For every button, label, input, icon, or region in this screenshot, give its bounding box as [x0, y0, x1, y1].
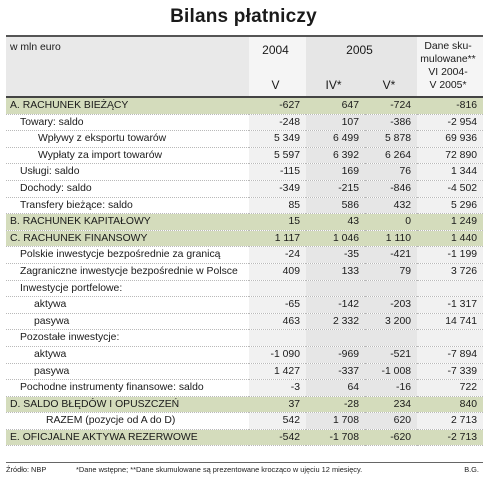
- cell-v2005: -386: [365, 114, 417, 131]
- cell-v2004: [249, 330, 306, 347]
- cell-iv2005: 43: [306, 214, 365, 231]
- cell-v2004: 5 597: [249, 147, 306, 164]
- cell-iv2005: 169: [306, 164, 365, 181]
- table-row: [6, 247, 483, 264]
- cell-v2004: 1 427: [249, 363, 306, 380]
- table-row: [6, 114, 483, 131]
- header-row-periods: [6, 66, 483, 97]
- cell-iv2005: -142: [306, 297, 365, 314]
- cell-v2004: -248: [249, 114, 306, 131]
- row-label: B. RACHUNEK KAPITAŁOWY: [6, 214, 249, 231]
- cell-v2005: 76: [365, 164, 417, 181]
- row-label: E. OFICJALNE AKTYWA REZERWOWE: [6, 429, 249, 446]
- cell-v2004: [249, 280, 306, 297]
- cell-cumulative: 3 726: [417, 263, 483, 280]
- table-row: [6, 396, 483, 413]
- cell-v2005: [365, 280, 417, 297]
- cell-v2005: -16: [365, 380, 417, 397]
- cell-v2004: 15: [249, 214, 306, 231]
- cell-v2005: -203: [365, 297, 417, 314]
- row-label: Towary: saldo: [6, 114, 249, 131]
- cell-cumulative: 1 344: [417, 164, 483, 181]
- table-row: [6, 197, 483, 214]
- cell-v2004: 409: [249, 263, 306, 280]
- row-label: D. SALDO BŁĘDÓW I OPUSZCZEŃ: [6, 396, 249, 413]
- cell-iv2005: 6 392: [306, 147, 365, 164]
- cell-iv2005: [306, 330, 365, 347]
- unit-label-filler: [6, 66, 249, 97]
- cell-iv2005: 1 046: [306, 230, 365, 247]
- table-row: [6, 214, 483, 231]
- cell-v2005: 6 264: [365, 147, 417, 164]
- unit-label: w mln euro: [6, 37, 249, 66]
- cell-v2005: 432: [365, 197, 417, 214]
- cumulative-header-line2: mulowane**: [420, 54, 476, 65]
- row-label: Pochodne instrumenty finansowe: saldo: [6, 380, 249, 397]
- cell-v2005: -1 008: [365, 363, 417, 380]
- cell-cumulative: 840: [417, 396, 483, 413]
- period-v-2004: V: [249, 66, 306, 97]
- cell-v2004: 1 117: [249, 230, 306, 247]
- row-label: aktywa: [6, 346, 249, 363]
- table-row: [6, 363, 483, 380]
- cumulative-range-line1: VI 2004-: [428, 67, 468, 78]
- cell-cumulative: -1 317: [417, 297, 483, 314]
- cell-v2005: -846: [365, 180, 417, 197]
- row-label: Transfery bieżące: saldo: [6, 197, 249, 214]
- cell-v2004: 463: [249, 313, 306, 330]
- table-row: [6, 164, 483, 181]
- cell-iv2005: -215: [306, 180, 365, 197]
- row-label: Inwestycje portfelowe:: [6, 280, 249, 297]
- cell-v2005: 0: [365, 214, 417, 231]
- table-row: [6, 413, 483, 430]
- header-row-years: [6, 37, 483, 66]
- cell-v2005: 620: [365, 413, 417, 430]
- cell-v2004: -542: [249, 429, 306, 446]
- cell-iv2005: 586: [306, 197, 365, 214]
- cell-iv2005: -337: [306, 363, 365, 380]
- table-row: [6, 147, 483, 164]
- cell-v2004: -627: [249, 97, 306, 114]
- table-row: [6, 429, 483, 446]
- cell-v2004: -115: [249, 164, 306, 181]
- table-row: [6, 297, 483, 314]
- cell-iv2005: 1 708: [306, 413, 365, 430]
- table-row: [6, 380, 483, 397]
- row-label: aktywa: [6, 297, 249, 314]
- row-label: RAZEM (pozycje od A do D): [6, 413, 249, 430]
- cell-v2004: 542: [249, 413, 306, 430]
- bottom-rule: [6, 462, 483, 463]
- cell-cumulative: -7 894: [417, 346, 483, 363]
- row-label: Wpływy z eksportu towarów: [6, 131, 249, 148]
- author-initials: B.G.: [464, 465, 479, 474]
- cell-v2004: -1 090: [249, 346, 306, 363]
- cell-cumulative: 69 936: [417, 131, 483, 148]
- cell-v2005: -421: [365, 247, 417, 264]
- row-label: Zagraniczne inwestycje bezpośrednie w Polsce: [6, 263, 249, 280]
- table-row: [6, 97, 483, 114]
- row-label: Polskie inwestycje bezpośrednie za granicą: [6, 247, 249, 264]
- cell-v2004: -3: [249, 380, 306, 397]
- row-label: C. RACHUNEK FINANSOWY: [6, 230, 249, 247]
- year-2005-header: 2005: [306, 37, 417, 66]
- cell-iv2005: 2 332: [306, 313, 365, 330]
- cell-iv2005: 107: [306, 114, 365, 131]
- table-row: [6, 330, 483, 347]
- cell-cumulative: [417, 280, 483, 297]
- table-title: Bilans płatniczy: [170, 6, 317, 27]
- cell-cumulative: 1 249: [417, 214, 483, 231]
- cell-iv2005: -969: [306, 346, 365, 363]
- cell-cumulative: 722: [417, 380, 483, 397]
- cumulative-header: [417, 37, 483, 66]
- cell-iv2005: 64: [306, 380, 365, 397]
- cell-v2005: -620: [365, 429, 417, 446]
- cumulative-header-line1: Dane sku-: [424, 41, 472, 52]
- table-row: [6, 230, 483, 247]
- cell-iv2005: -28: [306, 396, 365, 413]
- cell-iv2005: -1 708: [306, 429, 365, 446]
- source-note: Źródło: NBP: [6, 465, 47, 474]
- cell-iv2005: 647: [306, 97, 365, 114]
- cell-v2004: 5 349: [249, 131, 306, 148]
- table-row: [6, 346, 483, 363]
- cell-iv2005: [306, 280, 365, 297]
- cumulative-range-line2: V 2005*: [429, 80, 467, 91]
- cell-cumulative: -2 954: [417, 114, 483, 131]
- year-2004-header: 2004: [249, 37, 306, 66]
- row-label: Wypłaty za import towarów: [6, 147, 249, 164]
- cell-v2005: -724: [365, 97, 417, 114]
- cell-v2005: 3 200: [365, 313, 417, 330]
- row-label: pasywa: [6, 313, 249, 330]
- footnote: *Dane wstępne; **Dane skumulowane są prezentowane krocząco w ujęciu 12 miesięcy.: [76, 465, 363, 474]
- cell-cumulative: -4 502: [417, 180, 483, 197]
- cell-cumulative: -2 713: [417, 429, 483, 446]
- period-v-2005: V*: [365, 66, 417, 97]
- row-label: A. RACHUNEK BIEŻĄCY: [6, 97, 249, 114]
- cell-cumulative: 1 440: [417, 230, 483, 247]
- cell-v2004: 85: [249, 197, 306, 214]
- cell-v2005: 5 878: [365, 131, 417, 148]
- cell-cumulative: -1 199: [417, 247, 483, 264]
- row-label: Dochody: saldo: [6, 180, 249, 197]
- cell-v2004: -24: [249, 247, 306, 264]
- table-row: [6, 263, 483, 280]
- cell-v2004: -65: [249, 297, 306, 314]
- cell-v2005: -521: [365, 346, 417, 363]
- cell-v2005: 1 110: [365, 230, 417, 247]
- row-label: Usługi: saldo: [6, 164, 249, 181]
- table-row: [6, 131, 483, 148]
- cell-v2005: 79: [365, 263, 417, 280]
- cell-cumulative: 5 296: [417, 197, 483, 214]
- cell-cumulative: -816: [417, 97, 483, 114]
- table-row: [6, 313, 483, 330]
- period-cumulative: [417, 66, 483, 97]
- row-label: Pozostałe inwestycje:: [6, 330, 249, 347]
- table-row: [6, 180, 483, 197]
- cell-v2005: 234: [365, 396, 417, 413]
- cell-v2004: 37: [249, 396, 306, 413]
- cell-cumulative: -7 339: [417, 363, 483, 380]
- cell-v2005: [365, 330, 417, 347]
- table-row: [6, 280, 483, 297]
- cell-iv2005: 133: [306, 263, 365, 280]
- cell-cumulative: 72 890: [417, 147, 483, 164]
- cell-iv2005: -35: [306, 247, 365, 264]
- period-iv-2005: IV*: [306, 66, 365, 97]
- cell-v2004: -349: [249, 180, 306, 197]
- balance-of-payments-table: [6, 37, 483, 446]
- row-label: pasywa: [6, 363, 249, 380]
- cell-cumulative: 2 713: [417, 413, 483, 430]
- cell-cumulative: 14 741: [417, 313, 483, 330]
- cell-cumulative: [417, 330, 483, 347]
- cell-iv2005: 6 499: [306, 131, 365, 148]
